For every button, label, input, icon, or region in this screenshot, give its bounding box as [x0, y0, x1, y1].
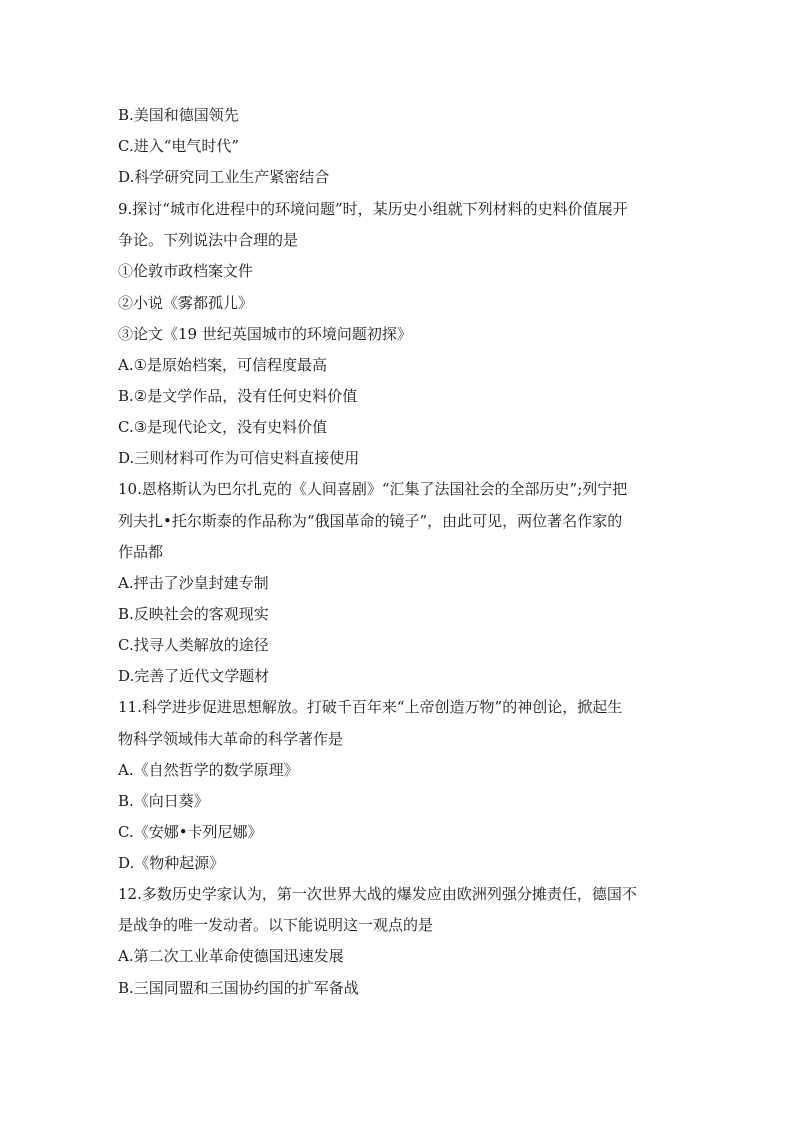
q10-option-b: B.反映社会的客观现实	[118, 605, 269, 623]
q12-stem-line2: 是战争的唯一发动者。以下能说明这一观点的是	[118, 916, 434, 934]
q11-option-a: A.《自然哲学的数学原理》	[118, 761, 299, 779]
q12-option-b: B.三国同盟和三国协约国的扩军备战	[118, 979, 359, 997]
q10-option-c: C.找寻人类解放的途径	[118, 636, 269, 654]
q10-stem-line3: 作品都	[118, 543, 164, 561]
q9-material-1: ①伦敦市政档案文件	[118, 262, 254, 280]
q8-option-b: B.美国和德国领先	[118, 106, 239, 124]
q9-option-d: D.三则材料可作为可信史料直接使用	[118, 449, 360, 467]
q9-stem-line1: 9.探讨“城市化进程中的环境问题”时，某历史小组就下列材料的史料价值展开	[118, 200, 628, 218]
q11-stem-line2: 物科学领域伟大革命的科学著作是	[118, 730, 344, 748]
q9-option-a: A.①是原始档案，可信程度最高	[118, 356, 328, 374]
q11-option-b: B.《向日葵》	[118, 792, 209, 810]
q10-stem-line1: 10.恩格斯认为巴尔扎克的《人间喜剧》“汇集了法国社会的全部历史”;列宁把	[118, 480, 628, 498]
q11-option-c: C.《安娜•卡列尼娜》	[118, 823, 263, 841]
q10-option-d: D.完善了近代文学题材	[118, 667, 270, 685]
q9-material-2: ②小说《雾都孤儿》	[118, 294, 254, 312]
q9-stem-line2: 争论。下列说法中合理的是	[118, 231, 299, 249]
q9-option-b: B.②是文学作品，没有任何史料价值	[118, 387, 358, 405]
q10-option-a: A.抨击了沙皇封建专制	[118, 574, 269, 592]
q10-stem-line2: 列夫扎•托尔斯泰的作品称为“俄国革命的镜子”，由此可见，两位著名作家的	[118, 512, 623, 530]
q8-option-c: C.进入“电气时代”	[118, 137, 240, 155]
q11-stem-line1: 11.科学进步促进思想解放。打破千百年来“上帝创造万物”的神创论，掀起生	[118, 698, 623, 716]
q9-option-c: C.③是现代论文，没有史料价值	[118, 418, 328, 436]
q9-material-3: ③论文《19 世纪英国城市的环境问题初探》	[118, 325, 412, 343]
q12-option-a: A.第二次工业革命使德国迅速发展	[118, 947, 344, 965]
q12-stem-line1: 12.多数历史学家认为，第一次世界大战的爆发应由欧洲列强分摊责任，德国不	[118, 885, 637, 903]
q8-option-d: D.科学研究同工业生产紧密结合	[118, 168, 330, 186]
q11-option-d: D.《物种起源》	[118, 854, 225, 872]
